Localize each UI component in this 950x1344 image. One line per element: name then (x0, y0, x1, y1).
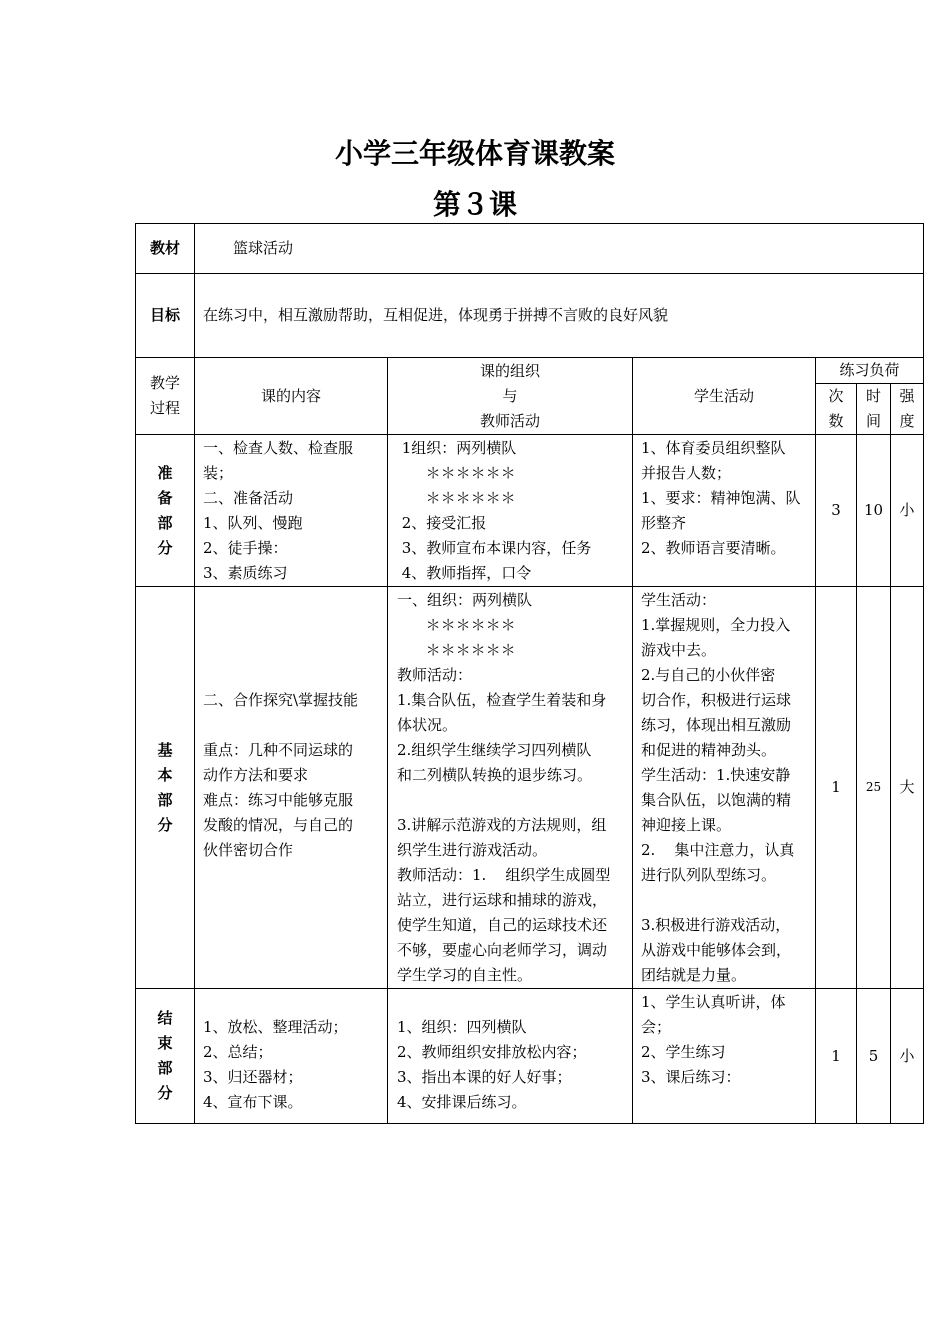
organization-line: 不够，要虚心向老师学习，调动 (397, 941, 608, 959)
organization-line: 4、安排课后练习。 (397, 1093, 527, 1111)
section-name (136, 435, 195, 587)
content-line: 3、归还器材； (203, 1068, 303, 1086)
organization-line: ＊＊＊＊＊＊ (397, 464, 516, 482)
organization-line: 站立，进行运球和捕球的游戏， (397, 891, 608, 909)
section-student (633, 587, 816, 989)
section-duration: 5 (857, 989, 891, 1124)
content-line: 伙伴密切合作 (203, 841, 294, 859)
organization-line: 学生学习的自主性。 (397, 966, 533, 984)
section-student (633, 435, 816, 587)
organization-line: 1、组织：四列横队 (397, 1018, 527, 1036)
student-line: 1、体育委员组织整队 (641, 439, 786, 457)
section-row (136, 435, 924, 587)
name-line: 基 (157, 740, 173, 759)
lesson-plan-table (135, 223, 924, 1124)
organization-line: 一、组织：两列横队 (397, 591, 533, 609)
content-line (203, 990, 383, 1015)
section-organization (388, 435, 633, 587)
content-line: 二、合作探究\掌握技能 (203, 691, 359, 709)
organization-line: ＊＊＊＊＊＊ (397, 641, 516, 659)
student-line: 1、要求：精神饱满、队 (641, 489, 801, 507)
content-line: 1、队列、慢跑 (203, 514, 303, 532)
student-header: 学生活动 (633, 358, 816, 435)
content-line (203, 663, 383, 688)
section-content (195, 587, 388, 989)
process-header: 教学 过程 (136, 358, 195, 435)
goal-value: 在练习中，相互激励帮助，互相促进，体现勇于拼搏不言败的良好风貌 (195, 274, 924, 358)
student-line: 集合队伍，以饱满的精 (641, 791, 792, 809)
student-line: 进行队列队型练习。 (641, 866, 777, 884)
section-content (195, 989, 388, 1124)
student-line: 3.积极进行游戏活动， (641, 916, 791, 934)
content-line: 3、素质练习 (203, 564, 288, 582)
student-line: 并报告人数； (641, 464, 732, 482)
section-organization (388, 587, 633, 989)
name-line: 部 (157, 1059, 173, 1077)
organization-line: 教师活动：1. 组织学生成圆型 (397, 866, 611, 884)
section-name (136, 587, 195, 989)
content-line (203, 638, 383, 663)
content-line: 装； (203, 464, 234, 482)
material-label: 教材 (136, 224, 195, 274)
student-line (641, 888, 811, 913)
organization-line: ＊＊＊＊＊＊ (397, 489, 516, 507)
student-line: 会； (641, 1018, 672, 1036)
material-row (136, 224, 924, 274)
header-row-1 (136, 358, 924, 384)
organization-line: 织学生进行游戏活动。 (397, 841, 548, 859)
content-line: 2、总结； (203, 1043, 273, 1061)
organization-header: 课的组织 与 教师活动 (388, 358, 633, 435)
section-duration: 10 (857, 435, 891, 587)
content-line: 1、放松、整理活动； (203, 1018, 348, 1036)
student-line: 从游戏中能够体会到， (641, 941, 792, 959)
page-title: 小学三年级体育课教案 (334, 137, 615, 170)
times-header: 次 数 (816, 384, 857, 435)
organization-line: 教师活动： (397, 666, 473, 684)
load-header: 练习负荷 (816, 358, 924, 384)
student-line: 游戏中去。 (641, 641, 717, 659)
name-line: 部 (157, 513, 173, 532)
section-intensity: 大 (891, 587, 924, 989)
content-header: 课的内容 (195, 358, 388, 435)
section-times: 3 (816, 435, 857, 587)
section-row (136, 587, 924, 989)
intensity-header: 强 度 (891, 384, 924, 435)
content-line (203, 588, 383, 613)
student-line: 形整齐 (641, 514, 687, 532)
organization-line: 3、教师宣布本课内容，任务 (397, 539, 592, 557)
section-content (195, 435, 388, 587)
organization-line: 2.组织学生继续学习四列横队 (397, 741, 592, 759)
name-line: 分 (157, 1084, 173, 1102)
content-line: 难点：练习中能够克服 (203, 791, 354, 809)
student-line: 1.掌握规则，全力投入 (641, 616, 791, 634)
student-line: 团结就是力量。 (641, 966, 747, 984)
organization-line: 体状况。 (397, 716, 458, 734)
content-line: 发酸的情况，与自己的 (203, 816, 354, 834)
organization-line: 1组织：两列横队 (397, 439, 517, 457)
student-line: 3、课后练习： (641, 1068, 741, 1086)
organization-line: 1.集合队伍，检查学生着装和身 (397, 691, 607, 709)
name-line: 分 (157, 538, 173, 557)
section-organization (388, 989, 633, 1124)
student-line: 1、学生认真听讲，体 (641, 993, 786, 1011)
organization-line: 3.讲解示范游戏的方法规则，组 (397, 816, 607, 834)
name-line: 部 (157, 790, 173, 809)
section-row (136, 989, 924, 1124)
content-line (203, 613, 383, 638)
name-line: 备 (157, 488, 173, 507)
name-line: 束 (157, 1034, 173, 1052)
name-line: 结 (157, 1009, 173, 1027)
organization-line: 2、教师组织安排放松内容； (397, 1043, 587, 1061)
section-times: 1 (816, 989, 857, 1124)
organization-line (397, 990, 628, 1015)
goal-label: 目标 (136, 274, 195, 358)
section-duration: 25 (857, 587, 891, 989)
goal-row (136, 274, 924, 358)
section-name (136, 989, 195, 1124)
student-line: 2.与自己的小伙伴密 (641, 666, 776, 684)
student-line: 学生活动：1.快速安静 (641, 766, 791, 784)
organization-line: ＊＊＊＊＊＊ (397, 616, 516, 634)
organization-line: 使学生知道，自己的运球技术还 (397, 916, 608, 934)
organization-line: 4、教师指挥，口令 (397, 564, 532, 582)
name-line: 分 (157, 815, 173, 834)
student-line: 学生活动： (641, 591, 717, 609)
lesson-number: 第３课 (432, 188, 517, 221)
duration-header: 时 间 (857, 384, 891, 435)
student-line: 神迎接上课。 (641, 816, 732, 834)
section-times: 1 (816, 587, 857, 989)
organization-line: 和二列横队转换的退步练习。 (397, 766, 593, 784)
student-line: 练习，体现出相互激励 (641, 716, 792, 734)
student-line: 2、教师语言要清晰。 (641, 539, 786, 557)
content-line: 二、准备活动 (203, 489, 294, 507)
student-line: 和促进的精神劲头。 (641, 741, 777, 759)
section-intensity: 小 (891, 989, 924, 1124)
section-student (633, 989, 816, 1124)
name-line: 准 (157, 463, 173, 482)
material-value: 篮球活动 (195, 224, 924, 274)
content-line: 2、徒手操： (203, 539, 288, 557)
student-line: 2. 集中注意力，认真 (641, 841, 795, 859)
content-line: 动作方法和要求 (203, 766, 309, 784)
content-line: 一、检查人数、检查服 (203, 439, 354, 457)
organization-line: 2、接受汇报 (397, 514, 487, 532)
content-line: 4、宣布下课。 (203, 1093, 303, 1111)
content-line: 重点：几种不同运球的 (203, 741, 354, 759)
section-intensity: 小 (891, 435, 924, 587)
student-line: 切合作，积极进行运球 (641, 691, 792, 709)
content-line (203, 713, 383, 738)
name-line: 本 (157, 765, 173, 784)
organization-line (397, 788, 628, 813)
student-line: 2、学生练习 (641, 1043, 726, 1061)
organization-line: 3、指出本课的好人好事； (397, 1068, 572, 1086)
